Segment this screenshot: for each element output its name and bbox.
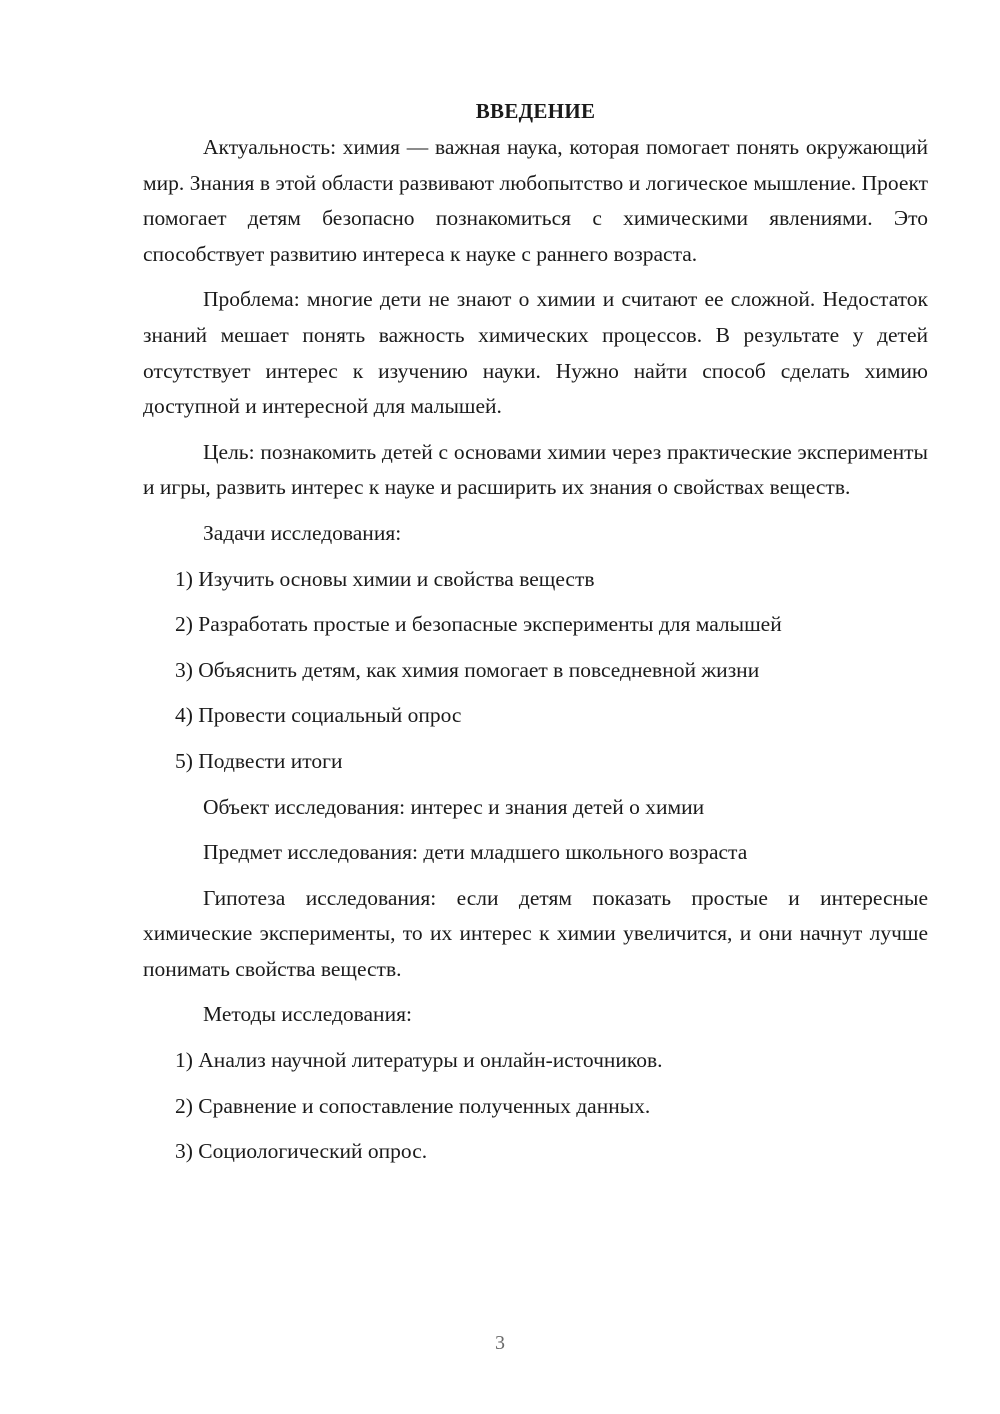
task-item: 2) Разработать простые и безопасные эксперименты для малышей	[175, 612, 782, 637]
tasks-title: Задачи исследования:	[203, 520, 402, 545]
section-heading: ВВЕДЕНИЕ	[475, 99, 596, 123]
task-item: 1) Изучить основы химии и свойства веществ	[175, 566, 595, 591]
task-item: 5) Подвести итоги	[175, 748, 343, 773]
problem-paragraph: Проблема: многие дети не знают о химии и считают ее сложной. Недостаток знаний мешает понять важность химических процессов. В результате у детей отсутствует интерес к изучению науки. Нужно найти способ сделать химию доступной и интересной для малышей.	[143, 287, 928, 419]
goal-paragraph: Цель: познакомить детей с основами химии через практические эксперименты и игры, развить интерес к науке и расширить их знания о свойствах веществ.	[143, 439, 928, 500]
method-item: 1) Анализ научной литературы и онлайн-источников.	[175, 1048, 663, 1073]
task-item: 3) Объяснить детям, как химия помогает в повседневной жизни	[175, 657, 760, 682]
method-item: 3) Социологический опрос.	[175, 1139, 428, 1164]
task-item: 4) Провести социальный опрос	[175, 703, 462, 728]
document-page	[143, 94, 928, 1170]
method-item: 2) Сравнение и сопоставление полученных данных.	[175, 1093, 651, 1118]
research-object: Объект исследования: интерес и знания детей о химии	[203, 794, 705, 819]
methods-title: Методы исследования:	[203, 1002, 412, 1027]
page-number: 3	[495, 1332, 505, 1354]
relevance-paragraph: Актуальность: химия — важная наука, которая помогает понять окружающий мир. Знания в этой области развивают любопытство и логическое мышление. Проект помогает детям безопасно познакомиться с химическими явлениями. Это способствует развитию интереса к науке с раннего возраста.	[143, 135, 928, 266]
research-subject: Предмет исследования: дети младшего школьного возраста	[203, 840, 748, 865]
hypothesis-paragraph: Гипотеза исследования: если детям показать простые и интересные химические эксперименты, то их интерес к химии увеличится, и они начнут лучше понимать свойства веществ.	[143, 885, 928, 981]
